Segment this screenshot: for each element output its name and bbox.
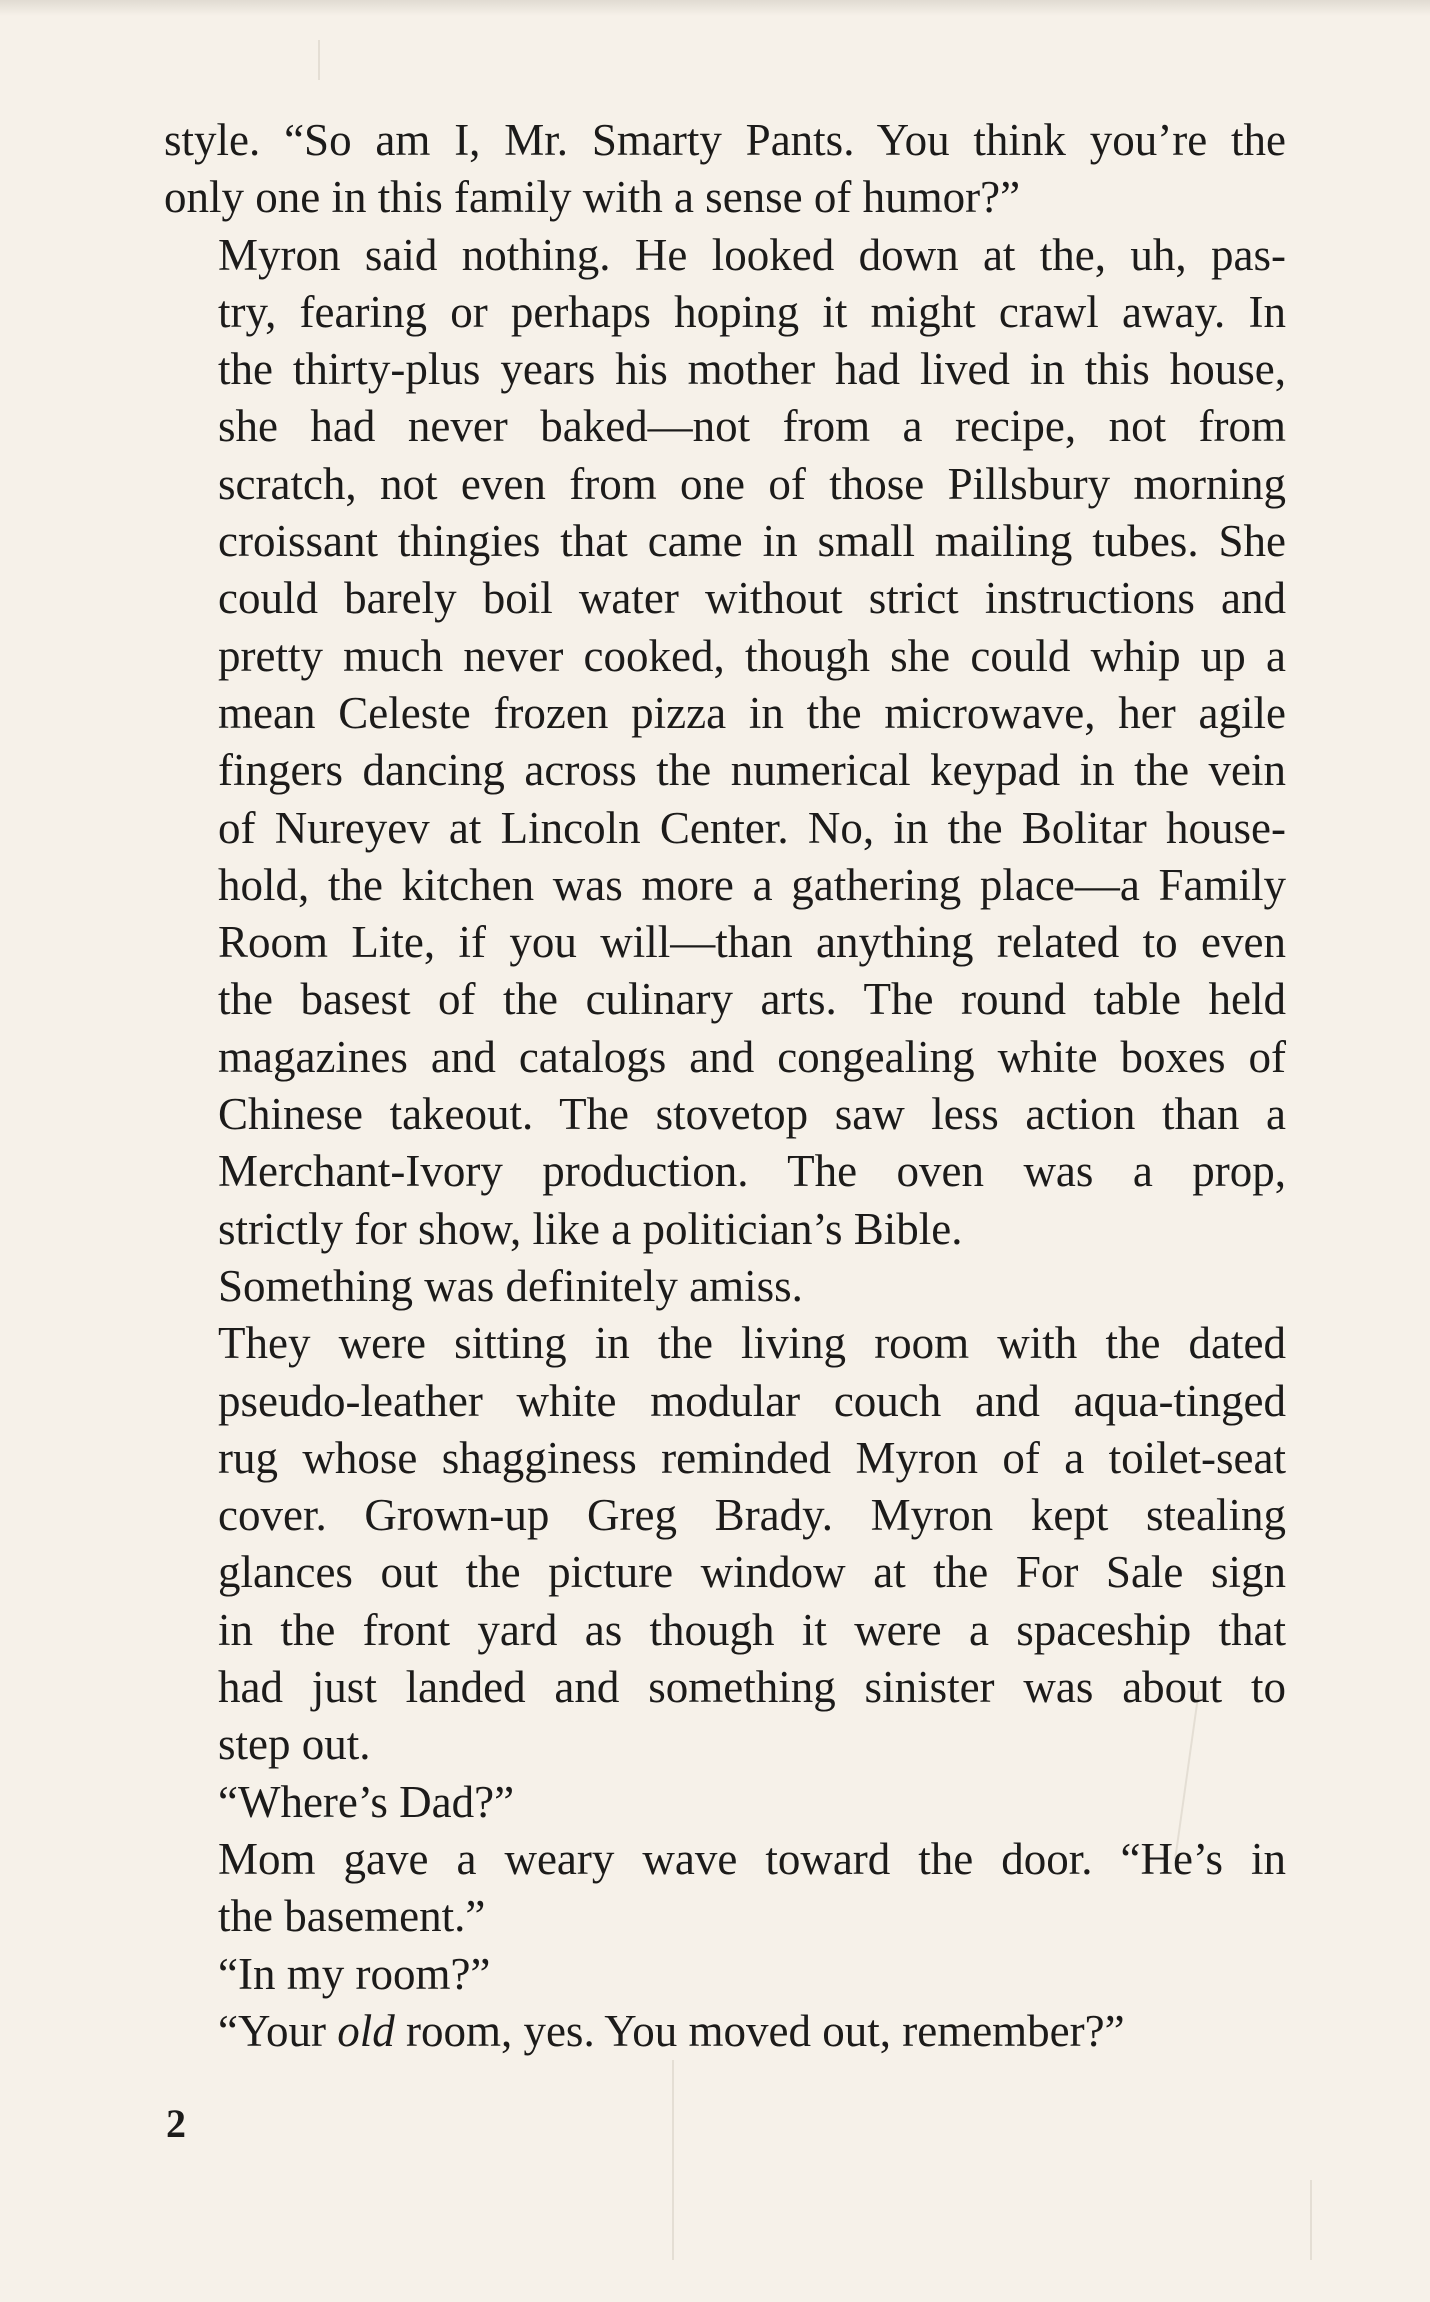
page-top-shadow xyxy=(0,0,1430,16)
text-line: “Where’s Dad?” xyxy=(218,1776,515,1827)
text-line: Myron said nothing. He looked down at the, uh, pas- xyxy=(218,229,1286,280)
text-line: rug whose shagginess reminded Myron of a toilet-seat xyxy=(218,1432,1286,1483)
text-line: glances out the picture window at the For Sale sign xyxy=(218,1547,1286,1598)
text-line: magazines and catalogs and congealing white boxes of xyxy=(218,1031,1286,1082)
paragraph xyxy=(164,1831,1286,1946)
show-through-mark xyxy=(318,40,320,80)
text-line: of Nureyev at Lincoln Center. No, in the Bolitar house- xyxy=(218,802,1286,853)
text-line: only one in this family with a sense of humor?” xyxy=(164,172,1021,223)
paragraph xyxy=(164,112,1286,227)
italic-word: old xyxy=(337,2005,395,2056)
text-line: scratch, not even from one of those Pillsbury morning xyxy=(218,458,1286,509)
text-run: “Your xyxy=(218,2005,338,2056)
page-number: 2 xyxy=(166,2101,186,2146)
text-line: croissant thingies that came in small mailing tubes. She xyxy=(218,516,1286,567)
text-line: Mom gave a weary wave toward the door. “He’s in xyxy=(218,1833,1286,1884)
show-through-mark xyxy=(1310,2180,1312,2260)
text-run: room, yes. You moved out, remember?” xyxy=(394,2005,1125,2056)
text-line: had just landed and something sinister was about to xyxy=(218,1662,1286,1713)
text-line: the thirty-plus years his mother had lived in this house, xyxy=(218,344,1286,395)
body-text xyxy=(164,112,1286,2060)
text-line: pretty much never cooked, though she could whip up a xyxy=(218,630,1286,681)
text-line: “In my room?” xyxy=(218,1948,491,1999)
text-line: Room Lite, if you will—than anything related to even xyxy=(218,917,1286,968)
text-line: the basest of the culinary arts. The round table held xyxy=(218,974,1286,1025)
text-line: could barely boil water without strict instructions and xyxy=(218,573,1286,624)
text-line: cover. Grown-up Greg Brady. Myron kept stealing xyxy=(218,1490,1286,1541)
text-line: in the front yard as though it were a spaceship that xyxy=(218,1604,1286,1655)
paragraph xyxy=(164,227,1286,1258)
text-line: Chinese takeout. The stovetop saw less action than a xyxy=(218,1089,1286,1140)
text-line: Something was definitely amiss. xyxy=(218,1260,803,1311)
text-line: strictly for show, like a politician’s Bible. xyxy=(218,1203,963,1254)
text-line: They were sitting in the living room with the dated xyxy=(218,1318,1286,1369)
text-line: fingers dancing across the numerical keypad in the vein xyxy=(218,745,1286,796)
text-line: try, fearing or perhaps hoping it might crawl away. In xyxy=(218,286,1286,337)
text-line: hold, the kitchen was more a gathering place—a Family xyxy=(218,859,1286,910)
text-line xyxy=(164,2003,1286,2060)
text-line: Merchant-Ivory production. The oven was a prop, xyxy=(218,1146,1286,1197)
show-through-mark xyxy=(672,2060,674,2260)
text-line: style. “So am I, Mr. Smarty Pants. You think you’re the xyxy=(164,115,1286,165)
paragraph xyxy=(164,1258,1286,1315)
paragraph xyxy=(164,1315,1286,1773)
text-line: mean Celeste frozen pizza in the microwave, her agile xyxy=(218,687,1286,738)
text-line: pseudo-leather white modular couch and aqua-tinged xyxy=(218,1375,1286,1426)
paragraph xyxy=(164,1774,1286,1831)
text-line: step out. xyxy=(218,1719,371,1770)
paragraph xyxy=(164,2003,1286,2060)
paragraph xyxy=(164,1946,1286,2003)
text-line: she had never baked—not from a recipe, not from xyxy=(218,401,1286,452)
text-line: the basement.” xyxy=(218,1891,486,1942)
